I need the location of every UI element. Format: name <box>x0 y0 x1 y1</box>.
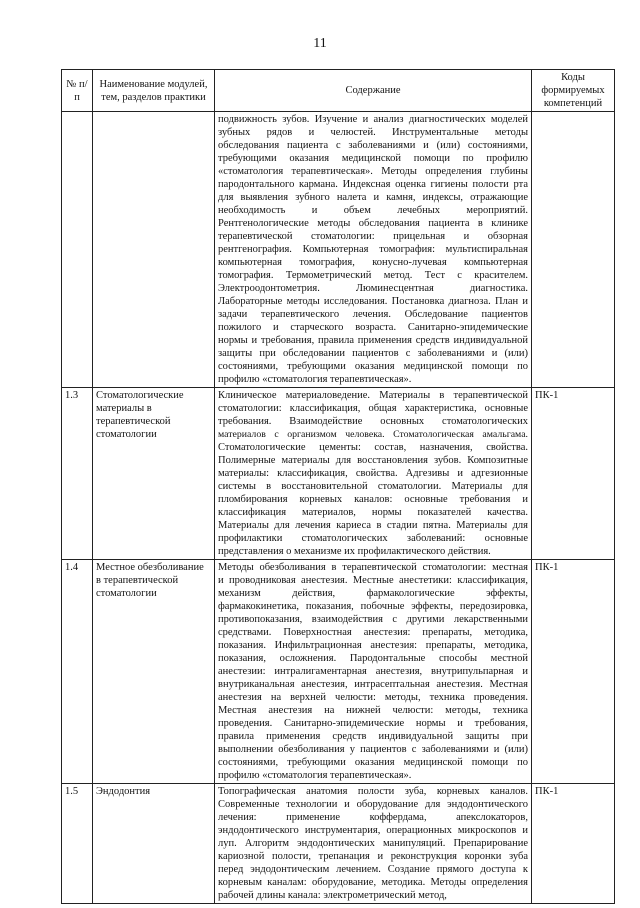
content-line: Стоматологические цементы: состав, назначения, свойства. <box>218 442 528 453</box>
content-line: Топографическая анатомия полости зуба, корневых каналов. <box>218 786 528 797</box>
row-content <box>215 560 532 784</box>
content-line: «стоматология терапевтическая». Методы определения глубины <box>218 166 528 177</box>
row-number: 1.5 <box>62 784 93 904</box>
table-body <box>62 112 615 904</box>
table-header-row <box>62 70 615 112</box>
content-line: и проводниковая анестезия. Местные анестетики: классификация, <box>218 575 528 586</box>
header-name: Наименование модулей, тем, разделов практики <box>93 70 215 112</box>
header-num: № п/п <box>62 70 93 112</box>
row-module-name: Стоматологические материалы в терапевтической стоматологии <box>93 388 215 560</box>
content-line: рентгенография. Компьютерная томография: мультиспиральная <box>218 244 528 255</box>
content-line: нормы и требования, правила применения средств индивидуальной <box>218 335 528 346</box>
content-line: анестезия на верхней челюсти: методы, техника проведения. <box>218 692 528 703</box>
content-line: проведения. Санитарно-эпидемические нормы и требования, <box>218 718 528 729</box>
content-line: стоматологии: классификация, общая характеристика, основные <box>218 403 528 414</box>
content-line: внутриканальная анестезия, интрасептальная анестезия. Местная <box>218 679 528 690</box>
content-line: профилю «стоматология терапевтическая». <box>218 770 412 781</box>
content-line: Материалы для лечения кариеса в стадии пятна. Материалы для <box>218 520 528 531</box>
content-line: Электроодонтометрия. Люминесцентная диагностика. <box>218 283 528 294</box>
row-module-name <box>93 112 215 388</box>
content-line: корневым каналам: оборудование, методика. Методы определения <box>218 877 528 888</box>
row-module-name: Эндодонтия <box>93 784 215 904</box>
content-line: подвижность зубов. Изучение и анализ диагностических моделей <box>218 114 528 125</box>
table-row <box>62 112 615 388</box>
content-line: показания, осложнения. Пародонтальные способы местной <box>218 653 528 664</box>
content-line: выполнении обезболивания у пациентов с заболеваниями и (или) <box>218 744 528 755</box>
content-line: томография. Термометрический метод. Тест с красителем. <box>218 270 528 281</box>
row-number: 1.3 <box>62 388 93 560</box>
content-line: Современные технологии и оборудование для эндодонтического <box>218 799 528 810</box>
content-line: средствами. Поверхностная анестезия: препараты, методика, <box>218 627 528 638</box>
content-line: профилю «стоматология терапевтическая». <box>218 374 412 385</box>
content-line: компьютерная томография, конусно-лучевая компьютерная <box>218 257 528 268</box>
row-content <box>215 388 532 560</box>
page-number: 11 <box>313 36 327 51</box>
content-line: кариозной полости, трепанация и реконструкция коронки зуба <box>218 851 528 862</box>
content-line: рабочей длины канала: электрометрический метод, <box>218 890 447 901</box>
content-line: классификация материалов, нормы показателей качества. <box>218 507 528 518</box>
content-line: необходимость и объем лечебных мероприятий. <box>218 205 528 216</box>
content-line: материалов с организмом человека. Стоматологическая амальгама. <box>218 429 528 440</box>
content-line: для выявления зубного налета и камня, индексы, отражающие <box>218 192 528 203</box>
content-line: системы в восстановительной стоматологии. Материалы для <box>218 481 528 492</box>
content-line: Местная анестезия на нижней челюсти: методы, техника <box>218 705 528 716</box>
row-competency-code: ПК-1 <box>532 560 615 784</box>
row-competency-code: ПК-1 <box>532 388 615 560</box>
table-row <box>62 388 615 560</box>
row-content <box>215 112 532 388</box>
content-line: требования. Взаимодействие основных стоматологических <box>218 416 528 427</box>
content-line: противопоказания, взаимодействия с другими лекарственными <box>218 614 528 625</box>
header-content: Содержание <box>215 70 532 112</box>
content-line: перед эндодонтическим лечением. Создание прямого доступа к <box>218 864 528 875</box>
table-row <box>62 560 615 784</box>
content-line: фармакокинетика, показания, побочные эффекты, передозировка, <box>218 601 528 612</box>
content-line: Лабораторные методы исследования. Постановка диагноза. План и <box>218 296 528 307</box>
content-line: пломбирования корневых каналов: основные требования и <box>218 494 528 505</box>
content-line: требующими оказания медицинской помощи по профилю <box>218 153 528 164</box>
content-line: правила применения средств индивидуальной защиты при <box>218 731 528 742</box>
curriculum-table <box>61 69 615 904</box>
content-line: луп. Алгоритм эндодонтических манипуляций. Препарирование <box>218 838 528 849</box>
content-line: Полимерные материалы для восстановления зубов. Композитные <box>218 455 528 466</box>
content-line: пародонтального кармана. Индексная оценка гигиены полости рта <box>218 179 528 190</box>
row-content <box>215 784 532 904</box>
row-competency-code <box>532 112 615 388</box>
content-line: представления о механизме их профилактического действия. <box>218 546 491 557</box>
content-line: пожилого и старческого возраста. Санитарно-эпидемические <box>218 322 528 333</box>
header-codes: Коды формируемых компетенций <box>532 70 615 112</box>
row-number: 1.4 <box>62 560 93 784</box>
content-line: материалы: классификация, свойства. Адгезивы и адгезионные <box>218 468 528 479</box>
content-line: терапевтической стоматологии: прицельная и обзорная <box>218 231 528 242</box>
row-module-name: Местное обезболивание в терапевтической стоматологии <box>93 560 215 784</box>
content-line: обследования пациента с заболеваниями и (или) состояниями, <box>218 140 528 151</box>
content-line: показания. Инфильтрационная анестезия: препараты, методика, <box>218 640 528 651</box>
content-line: Методы обезболивания в терапевтической стоматологии: местная <box>218 562 528 573</box>
content-line: задачи терапевтического лечения. Обследование пациентов <box>218 309 528 320</box>
content-line: зубных рядов и челюстей. Инструментальные методы <box>218 127 528 138</box>
row-competency-code: ПК-1 <box>532 784 615 904</box>
row-number <box>62 112 93 388</box>
content-line: анестезии: интралигаментарная анестезия, внутрипульпарная и <box>218 666 528 677</box>
table-row <box>62 784 615 904</box>
content-line: лечения: применение коффердама, апекслокаторов, <box>218 812 528 823</box>
content-line: Клиническое материаловедение. Материалы в терапевтической <box>218 390 528 401</box>
content-line: Рентгенологические методы обследования пациента в клинике <box>218 218 528 229</box>
content-line: профилактики стоматологических заболеваний: основные <box>218 533 528 544</box>
content-line: состояниями, требующими оказания медицинской помощи по <box>218 757 528 768</box>
content-line: защиты при обследовании пациентов с заболеваниями и (или) <box>218 348 528 359</box>
content-line: эндодонтического инструментария, операционных микроскопов и <box>218 825 528 836</box>
content-line: механизм действия, фармакологические эффекты, <box>218 588 528 599</box>
content-line: состояниями, требующими оказания медицинской помощи по <box>218 361 528 372</box>
